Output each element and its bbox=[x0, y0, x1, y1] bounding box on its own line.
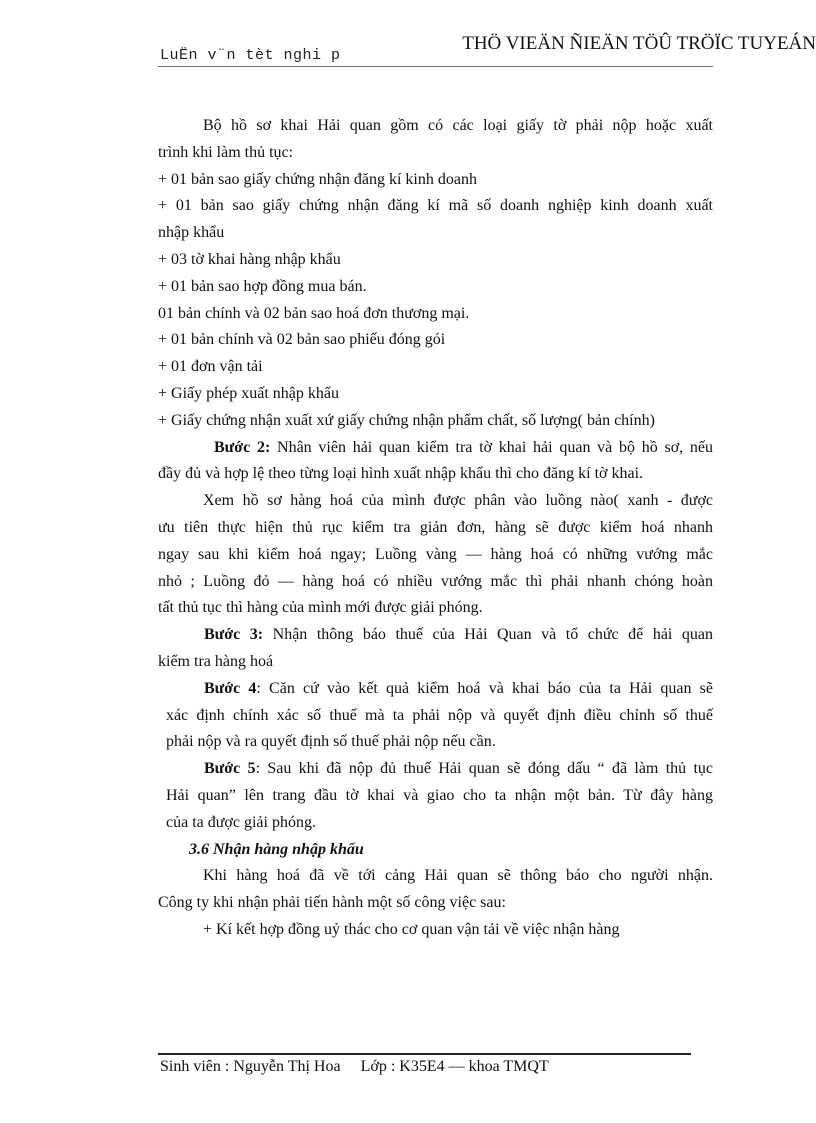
step-4-text: : Căn cứ vào kết quả kiểm hoá và khai báo của ta Hải quan sẽ bbox=[256, 679, 713, 697]
paragraph-line: của ta được giải phóng. bbox=[166, 813, 316, 831]
step-3-text: Nhận thông báo thuế của Hải Quan và tổ chức để hải quan bbox=[263, 626, 713, 644]
step-5-line bbox=[166, 756, 713, 783]
paragraph-line: xác định chính xác số thuế mà ta phải nộp và quyết định điều chỉnh số thuế bbox=[166, 706, 713, 724]
list-item: + 01 đơn vận tải bbox=[158, 358, 263, 376]
paragraph-line: Công ty khi nhận phải tiến hành một số công việc sau: bbox=[158, 894, 506, 912]
list-item: + 01 bản sao hợp đồng mua bán. bbox=[158, 277, 367, 295]
footer-student-info: Sinh viên : Nguyễn Thị Hoa Lớp : K35E4 — khoa TMQT bbox=[160, 1058, 549, 1075]
list-item: 01 bản chính và 02 bản sao hoá đơn thương mại. bbox=[158, 304, 470, 322]
step-2-label: Bước 2: bbox=[214, 438, 271, 456]
paragraph-line: ngay sau khi kiểm hoá ngay; Luồng vàng — hàng hoá có những vướng mắc bbox=[158, 545, 713, 563]
paragraph-line: đầy đủ và hợp lệ theo từng loại hình xuất nhập khẩu thì cho đăng kí tờ khai. bbox=[158, 465, 644, 483]
paragraph-line: nhỏ ; Luồng đỏ — hàng hoá có nhiều vướng mắc thì phải nhanh chóng hoàn bbox=[158, 572, 713, 590]
header-divider bbox=[158, 66, 713, 67]
paragraph-line: Bộ hồ sơ khai Hải quan gồm có các loại giấy tờ phải nộp hoặc xuất bbox=[203, 117, 713, 134]
paragraph-line: tất thủ tục thì hàng của mình mới được giải phóng. bbox=[158, 599, 483, 617]
paragraph-line: kiểm tra hàng hoá bbox=[158, 652, 274, 670]
paragraph-line: trình khi làm thủ tục: bbox=[158, 143, 294, 161]
step-2-text: Nhân viên hải quan kiểm tra tờ khai hải quan và bộ hồ sơ, nếu bbox=[270, 438, 713, 456]
paragraph-line: Khi hàng hoá đã về tới cảng Hải quan sẽ thông báo cho người nhận. bbox=[203, 867, 713, 885]
list-item: + 01 bản sao giấy chứng nhận đăng kí kinh doanh bbox=[158, 170, 477, 188]
header-library-title: THÖ VIEÄN ÑIEÄN TÖÛ TRÖÏC TUYEÁN bbox=[462, 33, 816, 54]
list-item: + Giấy chứng nhận xuất xứ giấy chứng nhận phẩm chất, số lượng( bản chính) bbox=[158, 411, 655, 429]
document-body bbox=[158, 113, 714, 944]
step-5-label: Bước 5 bbox=[204, 760, 256, 778]
step-3-label: Bước 3: bbox=[204, 626, 264, 644]
list-item: + Kí kết hợp đồng uỷ thác cho cơ quan vận tải về việc nhận hàng bbox=[203, 920, 620, 938]
paragraph-line: Hải quan” lên trang đầu tờ khai và giao cho ta nhận một bản. Từ đây hàng bbox=[166, 786, 713, 804]
step-2-line bbox=[166, 435, 713, 462]
paragraph-line: phải nộp và ra quyết định số thuế phải nộp nếu cần. bbox=[166, 733, 496, 751]
header-thesis-label: LuËn v¨n tèt nghi p bbox=[160, 47, 341, 64]
step-5-text: : Sau khi đã nộp đủ thuế Hải quan sẽ đóng dấu “ đã làm thủ tục bbox=[255, 760, 714, 778]
step-3-line bbox=[166, 622, 713, 649]
list-item: + 01 bản chính và 02 bản sao phiếu đóng gói bbox=[158, 331, 446, 349]
list-item-continuation: nhập khẩu bbox=[158, 224, 225, 242]
step-4-line bbox=[166, 676, 713, 703]
section-heading: 3.6 Nhận hàng nhập khẩu bbox=[189, 840, 364, 858]
footer-divider bbox=[158, 1053, 691, 1055]
list-item: + Giấy phép xuất nhập khẩu bbox=[158, 384, 339, 402]
paragraph-line: ưu tiên thực hiện thủ rục kiểm tra giản đơn, hàng sẽ được kiểm hoá nhanh bbox=[158, 518, 713, 536]
list-item: + 01 bản sao giấy chứng nhận đăng kí mã số doanh nghiệp kinh doanh xuất bbox=[158, 197, 713, 215]
step-4-label: Bước 4 bbox=[204, 679, 257, 697]
list-item: + 03 tờ khai hàng nhập khẩu bbox=[158, 250, 341, 268]
paragraph-line: Xem hồ sơ hàng hoá của mình được phân vào luồng nào( xanh - được bbox=[203, 492, 713, 510]
